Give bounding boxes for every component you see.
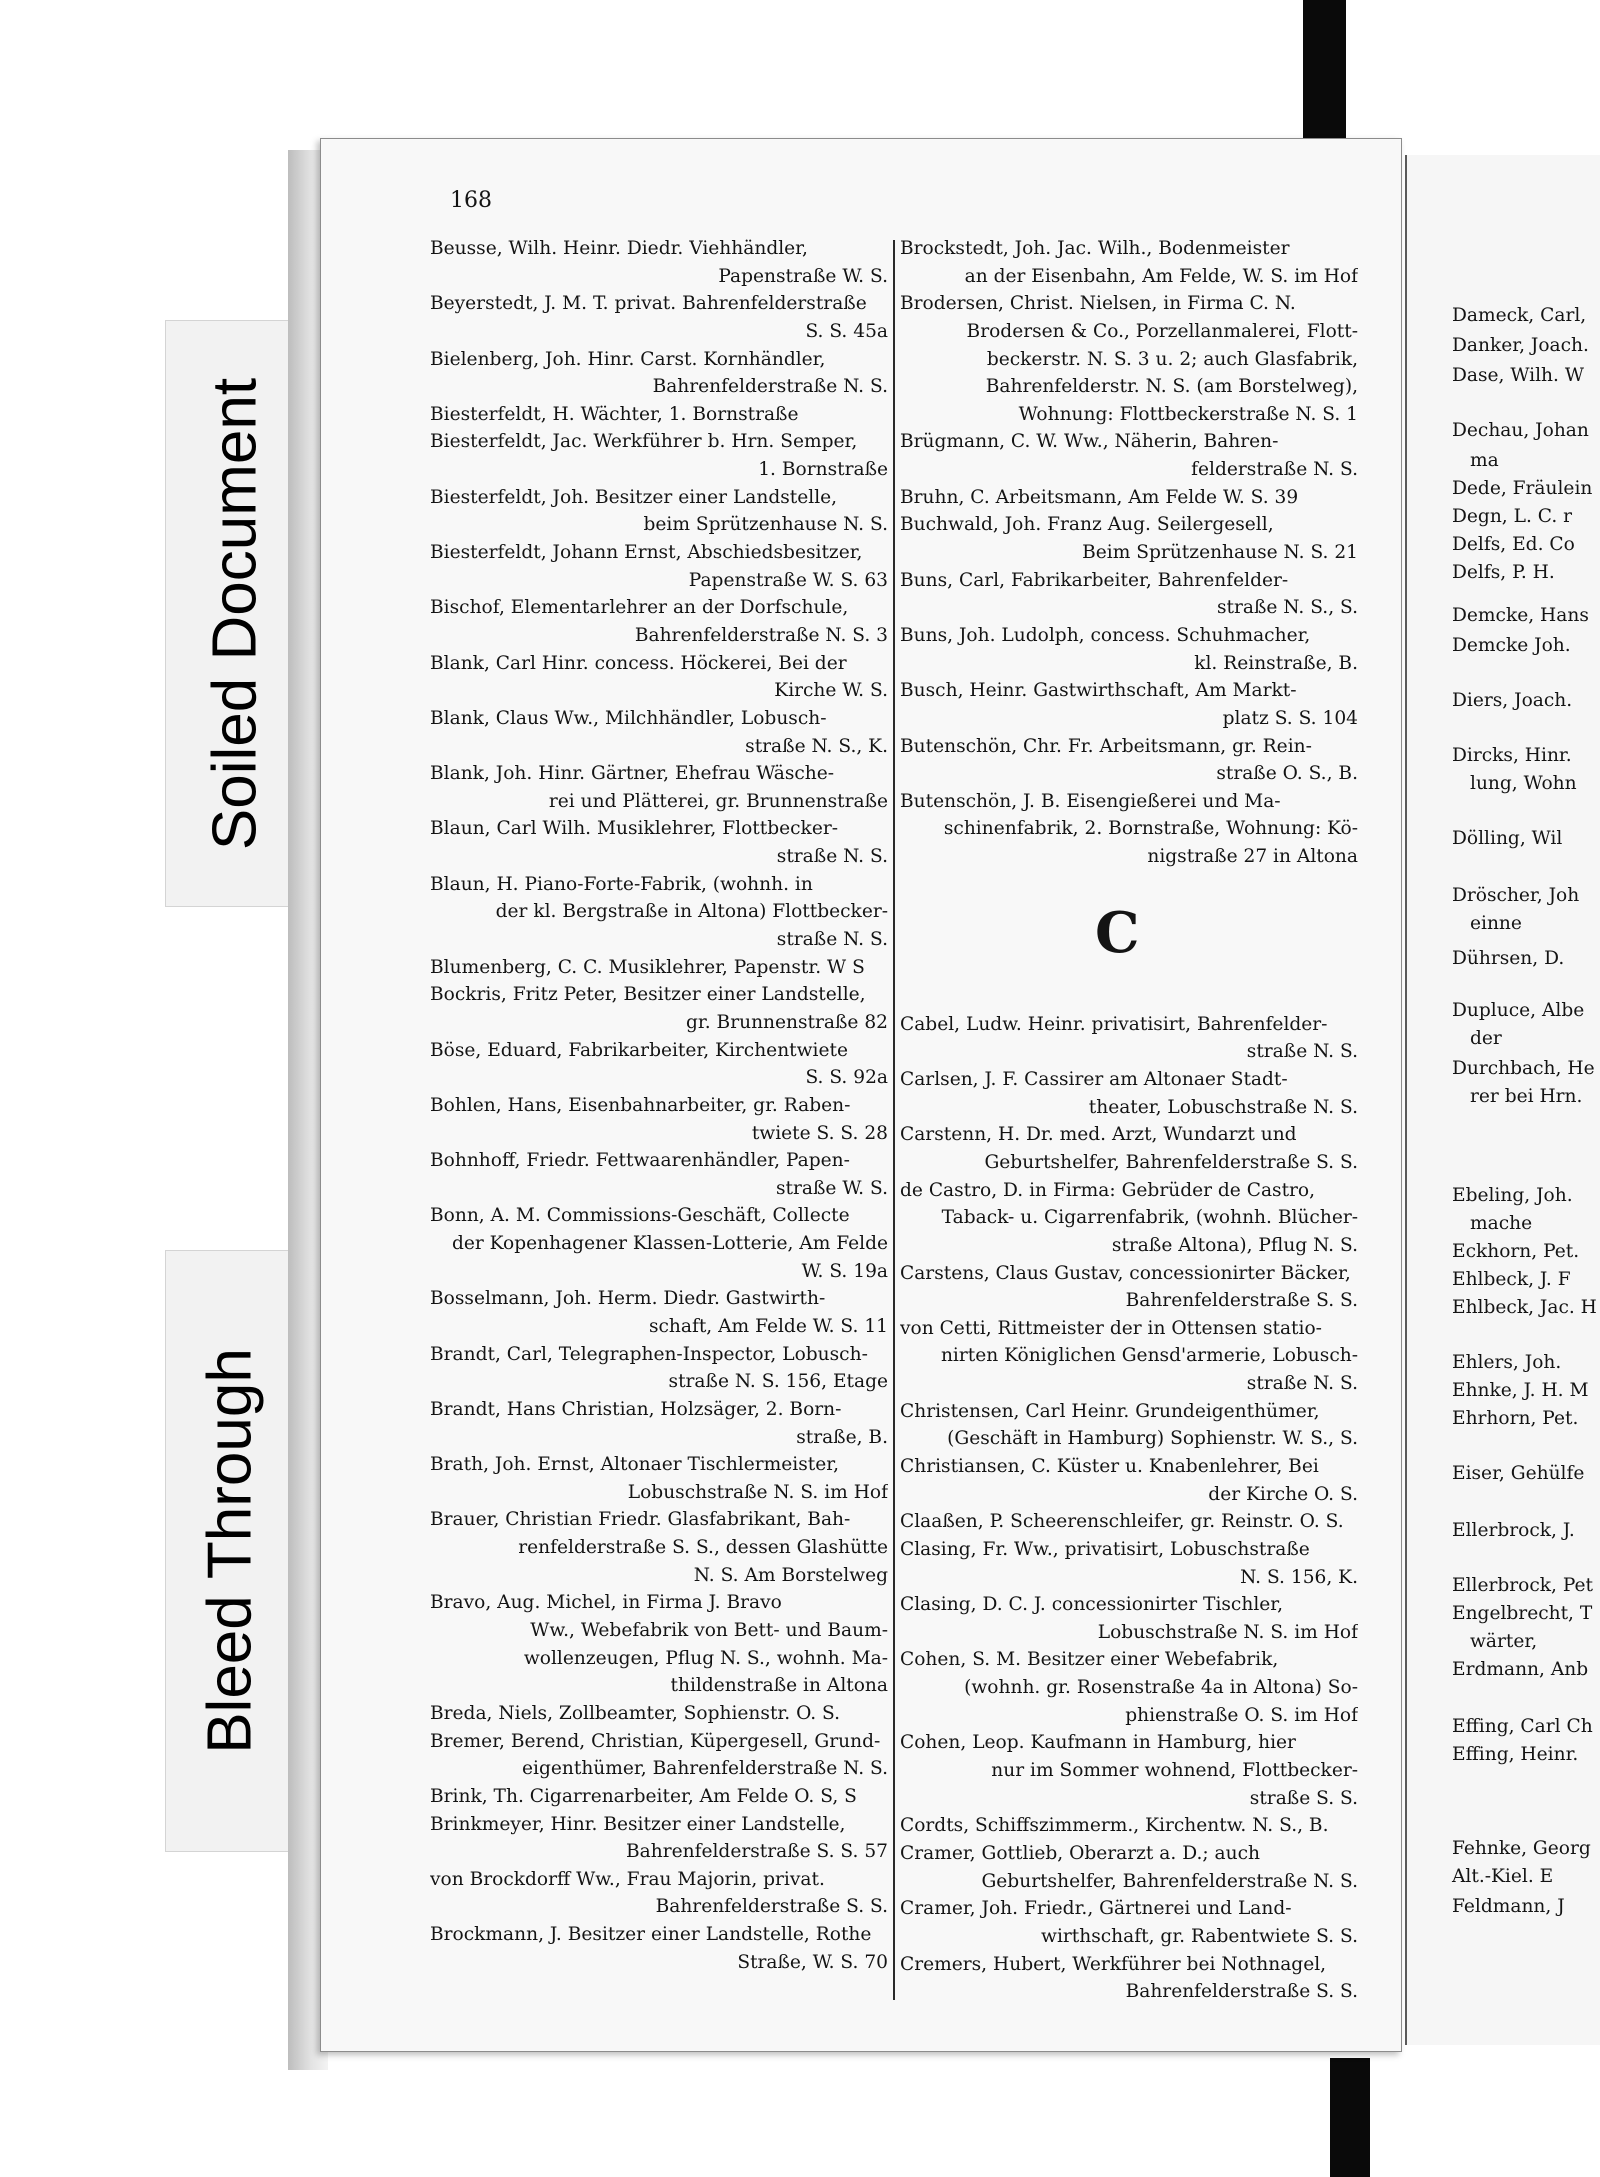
scan-tab-bottom [1330,2058,1370,2177]
facing-page-line: Ehlbeck, Jac. H [1452,1297,1597,1318]
entry-name-line: Breda, Niels, Zollbeamter, Sophienstr. O. S. [430,1702,841,1724]
directory-entry [430,1202,888,1285]
directory-entry [430,290,888,345]
facing-page-line: Effing, Heinr. [1452,1744,1579,1765]
entry-name-line: Brink, Th. Cigarrenarbeiter, Am Felde O. S, S [430,1785,857,1807]
entry-continuation-line: renfelderstraße S. S., dessen Glashütte [518,1537,888,1559]
entry-name-line: Bischof, Elementarlehrer an der Dorfschule, [430,597,849,619]
facing-page-line: Dührsen, D. [1452,948,1565,969]
facing-page-line: Eckhorn, Pet. [1452,1241,1580,1262]
soiled-document-text: Soiled Document [200,377,269,850]
entry-continuation-line: nigstraße 27 in Altona [1147,846,1358,868]
directory-entry [430,1451,888,1506]
entry-continuation-line: S. S. 92a [805,1067,888,1089]
facing-page-line: Ellerbrock, Pet [1452,1575,1593,1596]
entry-name-line: Cabel, Ludw. Heinr. privatisirt, Bahrenfelder- [900,1013,1328,1035]
entry-continuation-line: Taback- u. Cigarrenfabrik, (wohnh. Blücher- [941,1207,1358,1229]
entry-continuation-line: W. S. 19a [801,1260,888,1282]
facing-page-line: Demcke, Hans [1452,605,1589,626]
directory-entry [900,1951,1358,2006]
entry-name-line: Bruhn, C. Arbeitsmann, Am Felde W. S. 39 [900,486,1299,508]
entry-name-line: Biesterfeldt, Jac. Werkführer b. Hrn. Semper, [430,431,858,453]
facing-page-line: Fehnke, Georg [1452,1838,1591,1859]
entry-continuation-line: Papenstraße W. S. 63 [688,569,888,591]
directory-entry [430,871,888,954]
entry-continuation-line: straße N. S. 156, Etage [668,1371,888,1393]
facing-page-line: Dupluce, Albe [1452,1000,1585,1021]
entry-name-line: Carstens, Claus Gustav, concessionirter Bäcker, [900,1262,1351,1284]
facing-page-line: Ellerbrock, J. [1452,1520,1575,1541]
directory-entry [430,484,888,539]
entry-continuation-line: Bahrenfelderstraße S. S. [1125,1290,1358,1312]
entry-continuation-line: eigenthümer, Bahrenfelderstraße N. S. [522,1758,888,1780]
facing-page-line: Dechau, Johan [1452,420,1589,441]
directory-entry [900,1315,1358,1398]
entry-continuation-line: platz S. S. 104 [1222,707,1358,729]
directory-entry [430,1866,888,1921]
facing-page-line: Degn, L. C. r [1452,506,1573,527]
directory-entry [430,954,888,982]
directory-entry [900,1591,1358,1646]
entry-name-line: Brockmann, J. Besitzer einer Landstelle, Rothe [430,1924,872,1946]
entry-continuation-line: schaft, Am Felde W. S. 11 [648,1315,888,1337]
section-letter: C [1095,900,1140,966]
directory-entry [900,428,1358,483]
entry-continuation-line: N. S. Am Borstelweg [693,1564,888,1586]
entry-name-line: Brodersen, Christ. Nielsen, in Firma C. N. [900,293,1296,315]
entry-continuation-line: theater, Lobuschstraße N. S. [1088,1096,1358,1118]
directory-entry [430,1092,888,1147]
entry-continuation-line: (wohnh. gr. Rosenstraße 4a in Altona) So- [964,1677,1358,1699]
directory-entry [430,428,888,483]
entry-continuation-line: 1. Bornstraße [758,459,888,481]
entry-continuation-line: Geburtshelfer, Bahrenfelderstraße N. S. [981,1870,1358,1892]
facing-page-line: mache [1470,1213,1533,1234]
entry-name-line: Blank, Carl Hinr. concess. Höckerei, Bei der [430,652,847,674]
directory-entry [430,1921,888,1976]
directory-entry [430,1589,888,1700]
directory-entry [430,815,888,870]
entry-continuation-line: (Geschäft in Hamburg) Sophienstr. W. S., S. [947,1428,1358,1450]
directory-entry [900,1453,1358,1508]
directory-entry [430,1147,888,1202]
entry-name-line: Biesterfeldt, Joh. Besitzer einer Landstelle, [430,486,838,508]
directory-entry [900,1508,1358,1536]
entry-continuation-line: Papenstraße W. S. [718,265,888,287]
directory-entry [900,290,1358,428]
facing-page-line: Erdmann, Anb [1452,1659,1589,1680]
directory-entry [900,1398,1358,1453]
directory-entry [430,1396,888,1451]
entry-name-line: Cramer, Gottlieb, Oberarzt a. D.; auch [900,1842,1260,1864]
entry-name-line: Blumenberg, C. C. Musiklehrer, Papenstr. W S [430,956,865,978]
directory-entry [430,401,888,429]
entry-continuation-line: straße N. S., S. [1216,597,1358,619]
directory-entry [430,1783,888,1811]
entry-continuation-line: straße N. S., K. [745,735,888,757]
directory-entry [430,1506,888,1589]
entry-continuation-line: Ww., Webefabrik von Bett- und Baum- [530,1620,888,1642]
entry-continuation-line: Bahrenfelderstraße N. S. [652,376,888,398]
entry-continuation-line: straße, B. [796,1426,888,1448]
entry-name-line: Cohen, S. M. Besitzer einer Webefabrik, [900,1649,1279,1671]
entry-name-line: Buns, Joh. Ludolph, concess. Schuhmacher, [900,624,1311,646]
entry-name-line: Cohen, Leop. Kaufmann in Hamburg, hier [900,1732,1296,1754]
directory-entry [900,235,1358,290]
directory-entry [900,1895,1358,1950]
entry-name-line: Blaun, H. Piano-Forte-Fabrik, (wohnh. in [430,873,813,895]
bleed-through-label [165,1250,294,1852]
entry-continuation-line: Straße, W. S. 70 [737,1951,888,1973]
facing-page-line: Dircks, Hinr. [1452,745,1572,766]
entry-continuation-line: twiete S. S. 28 [751,1122,888,1144]
directory-entry [430,705,888,760]
entry-name-line: Cramer, Joh. Friedr., Gärtnerei und Land- [900,1898,1292,1920]
entry-name-line: Böse, Eduard, Fabrikarbeiter, Kirchentwiete [430,1039,848,1061]
entry-continuation-line: N. S. 156, K. [1240,1566,1358,1588]
entry-name-line: Bravo, Aug. Michel, in Firma J. Bravo [430,1592,782,1614]
entry-continuation-line: Beim Sprützenhause N. S. 21 [1082,542,1358,564]
entry-name-line: Clasing, D. C. J. concessionirter Tischler, [900,1594,1284,1616]
facing-page-line: Ehrhorn, Pet. [1452,1408,1579,1429]
entry-name-line: Clasing, Fr. Ww., privatisirt, Lobuschstraße [900,1538,1310,1560]
left-column [430,235,888,1976]
entry-name-line: von Brockdorff Ww., Frau Majorin, privat. [430,1868,825,1890]
entry-name-line: Beyerstedt, J. M. T. privat. Bahrenfelderstraße [430,293,867,315]
directory-entry [900,1260,1358,1315]
directory-entry [430,1037,888,1092]
entry-continuation-line: Bahrenfelderstraße S. S. [655,1896,888,1918]
facing-page-line: Alt.-Kiel. E [1452,1866,1554,1887]
entry-name-line: Bockris, Fritz Peter, Besitzer einer Landstelle, [430,984,866,1006]
directory-entry [900,1121,1358,1176]
entry-continuation-line: straße N. S. [776,929,888,951]
directory-entry [430,235,888,290]
entry-name-line: Beusse, Wilh. Heinr. Diedr. Viehhändler, [430,238,808,259]
directory-entry [430,981,888,1036]
directory-entry [900,484,1358,512]
facing-page-line: Ehnke, J. H. M [1452,1380,1589,1401]
entry-continuation-line: nirten Königlichen Gensd'armerie, Lobusch- [940,1345,1358,1367]
directory-entry [900,1177,1358,1260]
directory-entry [900,567,1358,622]
entry-continuation-line: beckerstr. N. S. 3 u. 2; auch Glasfabrik, [986,348,1358,370]
entry-name-line: Biesterfeldt, H. Wächter, 1. Bornstraße [430,403,799,425]
facing-page-line: rer bei Hrn. [1470,1086,1583,1107]
facing-page-line: Engelbrecht, T [1452,1603,1593,1624]
facing-page-line: Dameck, Carl, [1452,305,1587,326]
entry-name-line: Brinkmeyer, Hinr. Besitzer einer Landstelle, [430,1813,846,1835]
entry-continuation-line: Wohnung: Flottbeckerstraße N. S. 1 [1018,403,1358,425]
facing-page-line: ma [1470,450,1499,471]
entry-name-line: Brandt, Hans Christian, Holzsäger, 2. Born- [430,1398,842,1420]
directory-entry [430,1341,888,1396]
directory-entry [430,1700,888,1728]
directory-entry [430,760,888,815]
entry-continuation-line: nur im Sommer wohnend, Flottbecker- [991,1760,1358,1782]
facing-page-line: Dröscher, Joh [1452,885,1580,906]
entry-continuation-line: der Kopenhagener Klassen-Lotterie, Am Felde [451,1233,888,1255]
facing-page-line: Dölling, Wil [1452,828,1563,849]
scan-tab-top [1303,0,1346,140]
directory-entry [900,1011,1358,1066]
facing-page-line: Eiser, Gehülfe [1452,1463,1585,1484]
entry-name-line: Bremer, Berend, Christian, Küpergesell, Grund- [430,1730,881,1752]
facing-page-line: Delfs, P. H. [1452,562,1555,583]
entry-continuation-line: Bahrenfelderstraße N. S. 3 [634,624,888,646]
entry-continuation-line: Bahrenfelderstraße S. S. 57 [626,1841,888,1863]
entry-continuation-line: kl. Reinstraße, B. [1194,652,1358,674]
facing-page-line: Ehlbeck, J. F [1452,1269,1571,1290]
directory-entry [430,1728,888,1783]
entry-name-line: Carstenn, H. Dr. med. Arzt, Wundarzt und [900,1124,1297,1146]
page-number: 168 [450,188,492,213]
facing-page-line: Ebeling, Joh. [1452,1185,1573,1206]
entry-continuation-line: der Kirche O. S. [1208,1483,1358,1505]
entry-name-line: Cordts, Schiffszimmerm., Kirchentw. N. S., B. [900,1815,1329,1837]
entry-continuation-line: phienstraße O. S. im Hof [1125,1704,1358,1726]
directory-entry [900,788,1358,871]
entry-name-line: Brandt, Carl, Telegraphen-Inspector, Lobusch- [430,1343,868,1365]
middle-column [900,235,1358,2006]
entry-name-line: Cremers, Hubert, Werkführer bei Nothnagel, [900,1953,1327,1975]
entry-continuation-line: thildenstraße in Altona [670,1675,888,1697]
entry-continuation-line: straße N. S. [1246,1373,1358,1395]
entry-name-line: von Cetti, Rittmeister der in Ottensen statio- [900,1317,1322,1339]
entry-continuation-line: gr. Brunnenstraße 82 [685,1011,888,1033]
column-divider [893,240,895,2000]
directory-entry [900,622,1358,677]
entry-continuation-line: an der Eisenbahn, Am Felde, W. S. im Hof [964,265,1358,287]
entry-name-line: Brockstedt, Joh. Jac. Wilh., Bodenmeister [900,238,1290,259]
entry-name-line: Christiansen, C. Küster u. Knabenlehrer, Bei [900,1455,1319,1477]
entry-continuation-line: rei und Plätterei, gr. Brunnenstraße [548,790,888,812]
entry-name-line: de Castro, D. in Firma: Gebrüder de Castro, [900,1179,1316,1201]
directory-entry [430,1811,888,1866]
facing-page-line: Danker, Joach. [1452,335,1589,356]
entry-name-line: Brauer, Christian Friedr. Glasfabrikant, Bah- [430,1509,851,1531]
entry-continuation-line: Bahrenfelderstraße S. S. [1125,1981,1358,2003]
entry-continuation-line: felderstraße N. S. [1191,459,1358,481]
directory-entry [900,733,1358,788]
entry-continuation-line: Bahrenfelderstr. N. S. (am Borstelweg), [985,376,1358,398]
entry-continuation-line: straße W. S. [776,1177,888,1199]
facing-page-line: Feldmann, J [1452,1896,1565,1917]
entry-name-line: Bonn, A. M. Commissions-Geschäft, Collecte [430,1205,850,1227]
entry-name-line: Buns, Carl, Fabrikarbeiter, Bahrenfelder- [900,569,1289,591]
entry-continuation-line: Kirche W. S. [774,680,888,702]
entry-continuation-line: Brodersen & Co., Porzellanmalerei, Flott- [966,320,1358,342]
entry-name-line: Butenschön, Chr. Fr. Arbeitsmann, gr. Rein- [900,735,1312,757]
facing-page-line: Durchbach, He [1452,1058,1595,1079]
directory-entry [430,1285,888,1340]
facing-page-line: Ehlers, Joh. [1452,1352,1562,1373]
directory-entry [900,511,1358,566]
entry-continuation-line: wirthschaft, gr. Rabentwiete S. S. [1041,1925,1358,1947]
entry-name-line: Claaßen, P. Scheerenschleifer, gr. Reinstr. O. S. [900,1511,1344,1533]
entry-name-line: Bosselmann, Joh. Herm. Diedr. Gastwirth- [430,1288,826,1310]
directory-entry [900,1646,1358,1729]
entry-continuation-line: straße Altona), Pflug N. S. [1111,1234,1358,1256]
entry-continuation-line: Lobuschstraße N. S. im Hof [627,1481,888,1503]
entry-name-line: Brath, Joh. Ernst, Altonaer Tischlermeister, [430,1454,839,1476]
entry-name-line: Bielenberg, Joh. Hinr. Carst. Kornhändler, [430,348,826,370]
facing-page-line: einne [1470,913,1522,934]
entry-continuation-line: Lobuschstraße N. S. im Hof [1097,1621,1358,1643]
entry-continuation-line: straße S. S. [1249,1787,1358,1809]
facing-page-line: lung, Wohn [1470,773,1577,794]
facing-page-line: Demcke Joh. [1452,635,1571,656]
facing-page-line: Delfs, Ed. Co [1452,534,1575,555]
directory-entry [900,1066,1358,1121]
entry-name-line: Christensen, Carl Heinr. Grundeigenthümer, [900,1400,1320,1422]
entry-continuation-line: straße O. S., B. [1216,763,1358,785]
entry-name-line: Bohlen, Hans, Eisenbahnarbeiter, gr. Raben- [430,1094,851,1116]
entry-name-line: Buchwald, Joh. Franz Aug. Seilergesell, [900,514,1274,536]
facing-page-line: der [1470,1028,1502,1049]
bleed-through-text: Bleed Through [195,1348,264,1754]
directory-entry [900,1812,1358,1840]
entry-name-line: Biesterfeldt, Johann Ernst, Abschiedsbesitzer, [430,542,863,564]
directory-entry [900,1840,1358,1895]
directory-entry [430,650,888,705]
entry-continuation-line: straße N. S. [776,846,888,868]
entry-name-line: Brügmann, C. W. Ww., Näherin, Bahren- [900,431,1279,453]
entry-continuation-line: Geburtshelfer, Bahrenfelderstraße S. S. [984,1151,1358,1173]
entry-name-line: Blank, Claus Ww., Milchhändler, Lobusch- [430,707,827,729]
entry-name-line: Carlsen, J. F. Cassirer am Altonaer Stadt- [900,1069,1288,1091]
directory-entry [430,594,888,649]
facing-page-line: Diers, Joach. [1452,690,1573,711]
directory-entry [900,1729,1358,1812]
entry-name-line: Butenschön, J. B. Eisengießerei und Ma- [900,790,1281,812]
entry-name-line: Busch, Heinr. Gastwirthschaft, Am Markt- [900,680,1297,702]
entry-continuation-line: S. S. 45a [805,320,888,342]
facing-page-line: Dase, Wilh. W [1452,365,1584,386]
facing-page-line: Dede, Fräulein [1452,478,1593,499]
directory-entry [900,677,1358,732]
entry-continuation-line: straße N. S. [1246,1041,1358,1063]
entry-continuation-line: schinenfabrik, 2. Bornstraße, Wohnung: Kö- [943,818,1358,840]
directory-entry [900,1536,1358,1591]
soiled-document-label [165,320,304,907]
directory-entry [430,539,888,594]
facing-page-line: Effing, Carl Ch [1452,1716,1593,1737]
entry-name-line: Bohnhoff, Friedr. Fettwaarenhändler, Papen- [430,1150,850,1172]
facing-page-line: wärter, [1470,1631,1538,1652]
entry-continuation-line: beim Sprützenhause N. S. [643,514,888,536]
entry-name-line: Blaun, Carl Wilh. Musiklehrer, Flottbecker- [430,818,838,840]
entry-continuation-line: wollenzeugen, Pflug N. S., wohnh. Ma- [523,1647,888,1669]
entry-continuation-line: der kl. Bergstraße in Altona) Flottbecker- [495,901,888,923]
entry-name-line: Blank, Joh. Hinr. Gärtner, Ehefrau Wäsche- [430,763,835,785]
directory-entry [430,346,888,401]
